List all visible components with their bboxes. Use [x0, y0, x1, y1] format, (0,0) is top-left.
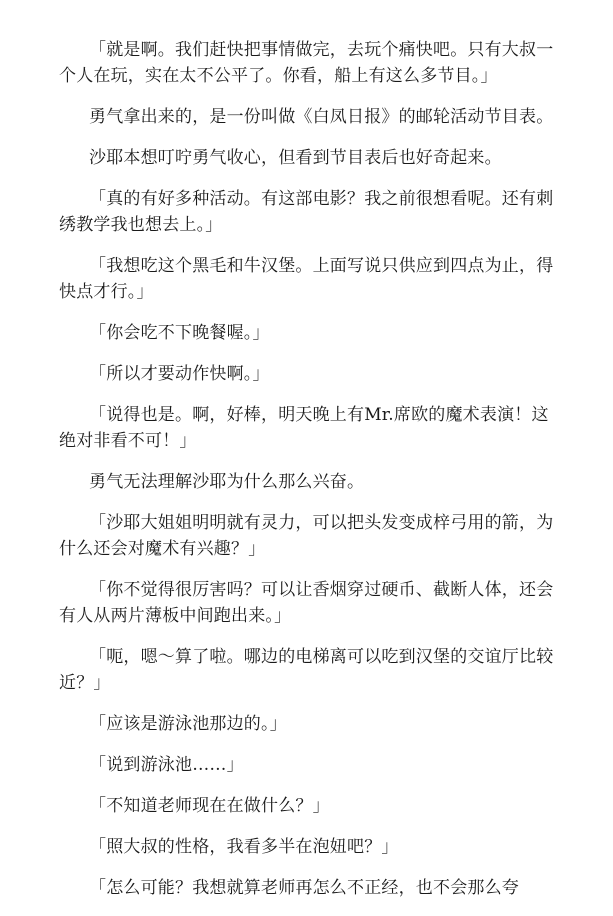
paragraph: 「你不觉得很厉害吗？可以让香烟穿过硬币、截断人体，还会有人从两片薄板中间跑出来。」	[59, 580, 554, 626]
paragraph: 「真的有好多种活动。有这部电影？我之前很想看呢。还有刺绣教学我也想去上。」	[59, 189, 554, 235]
paragraph: 「说到游泳池……」	[89, 755, 244, 775]
paragraph: 「应该是游泳池那边的。」	[89, 714, 287, 734]
paragraph: 「你会吃不下晚餐喔。」	[89, 323, 270, 343]
paragraph: 「所以才要动作快啊。」	[89, 364, 270, 384]
paragraph: 「怎么可能？我想就算老师再怎么不正经，也不会那么夸	[89, 878, 519, 898]
paragraph: 「我想吃这个黑毛和牛汉堡。上面写说只供应到四点为止，得快点才行。」	[59, 256, 554, 302]
paragraph: 「呃，嗯～算了啦。哪边的电梯离可以吃到汉堡的交谊厅比较近？」	[59, 647, 554, 693]
paragraph: 「说得也是。啊，好棒，明天晚上有Mr.席欧的魔术表演！这绝对非看不可！」	[59, 405, 549, 451]
paragraph: 沙耶本想叮咛勇气收心，但看到节目表后也好奇起来。	[89, 148, 502, 168]
paragraph: 「照大叔的性格，我看多半在泡妞吧？」	[89, 837, 399, 857]
paragraph: 「就是啊。我们赶快把事情做完，去玩个痛快吧。只有大叔一个人在玩，实在太不公平了。你看，船上有这么多节目。」	[59, 40, 554, 86]
paragraph: 「不知道老师现在在做什么？」	[89, 796, 330, 816]
paragraph: 勇气无法理解沙耶为什么那么兴奋。	[89, 472, 365, 492]
paragraph: 「沙耶大姐姐明明就有灵力，可以把头发变成梓弓用的箭，为什么还会对魔术有兴趣？」	[59, 513, 554, 559]
text-body	[59, 37, 557, 916]
paragraph: 勇气拿出来的，是一份叫做《白凤日报》的邮轮活动节目表。	[89, 107, 554, 127]
